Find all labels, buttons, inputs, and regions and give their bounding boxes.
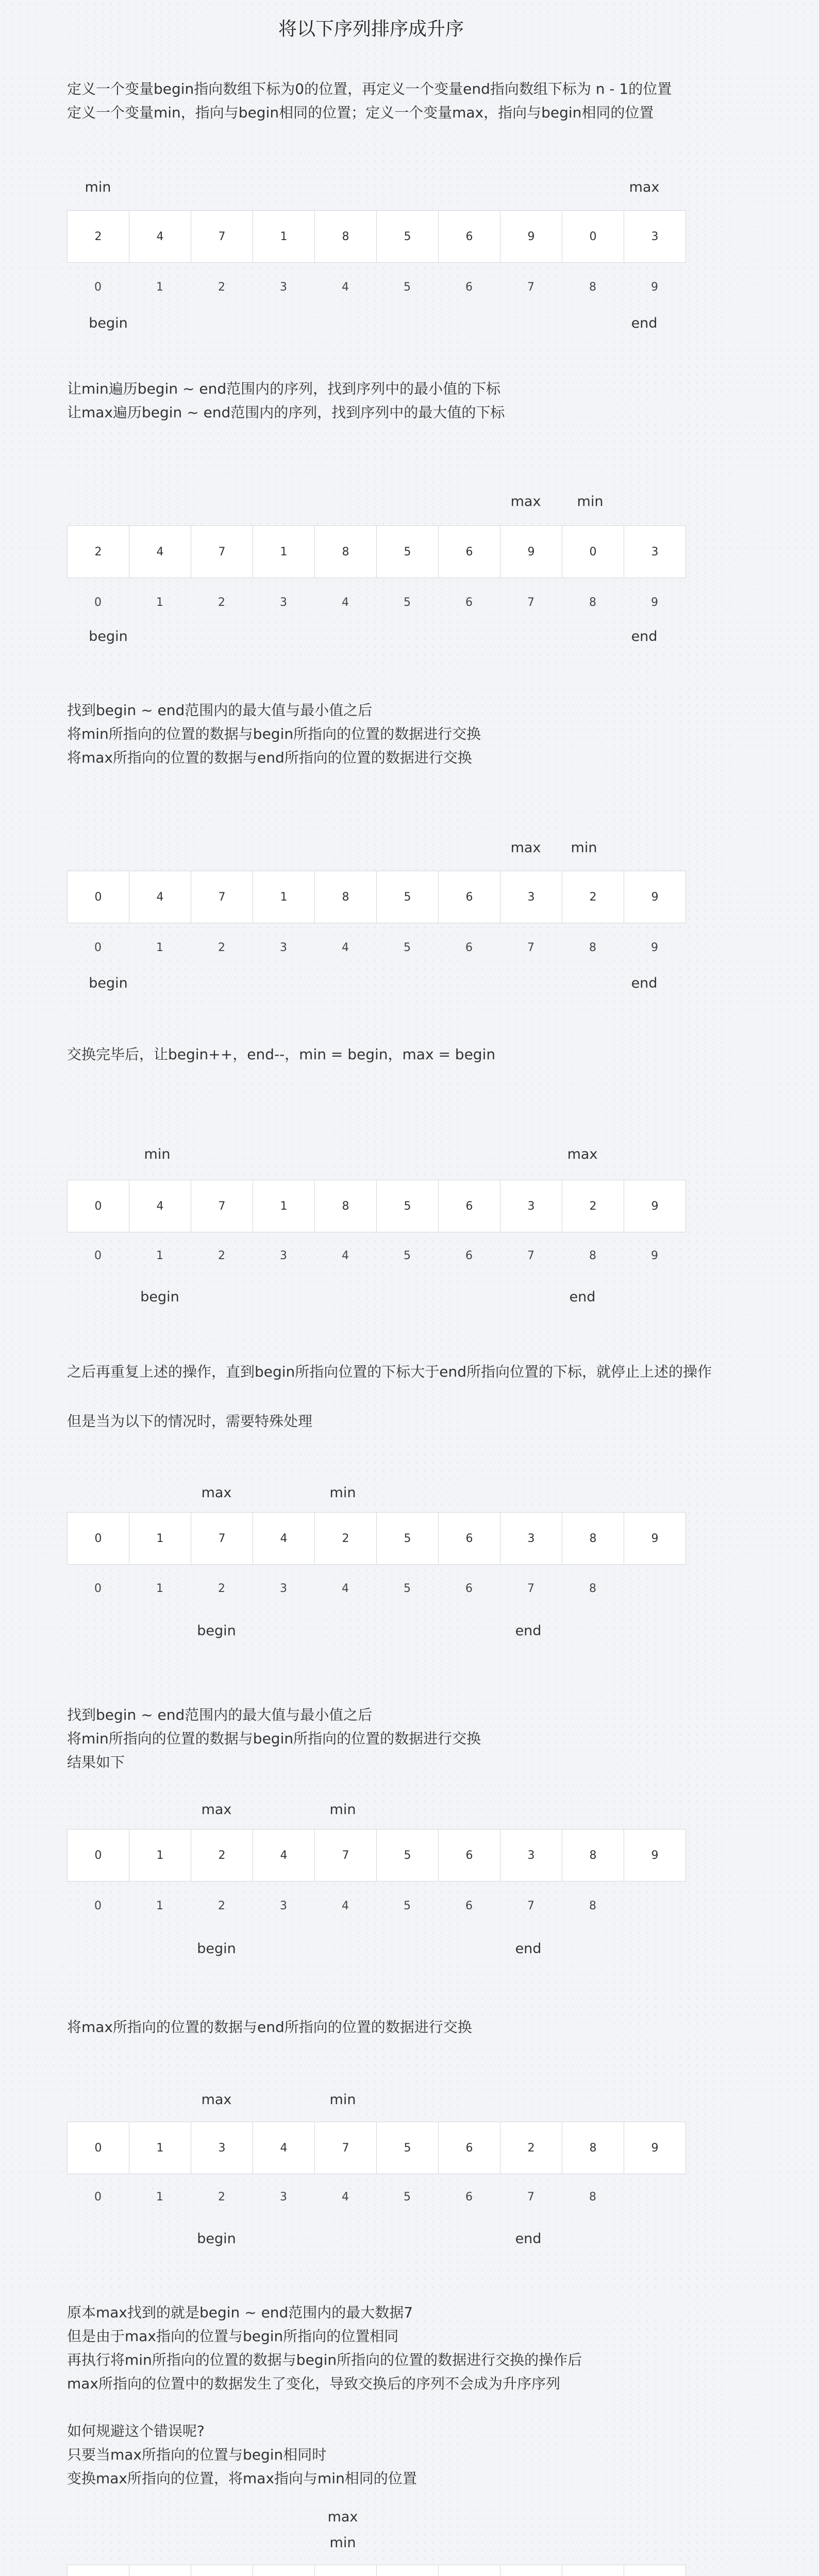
array-cell: 6 [439,526,500,578]
text-explain-1: 原本max找到的就是begin ~ end范围内的最大数据7 [67,2304,413,2321]
min-label: min [144,1146,171,1162]
array-index: 8 [589,1582,596,1595]
array-step-5 [67,1512,686,1565]
array-cell [500,2565,562,2576]
array-cell: 3 [500,1829,562,1881]
max-label: max [510,494,541,510]
array-index: 3 [280,281,287,294]
array-index: 8 [589,1249,596,1262]
array-cell: 4 [129,211,191,262]
array-index: 0 [94,1582,102,1595]
index-row-6 [67,1900,624,1912]
min-label: min [85,179,111,195]
array-cell: 9 [500,526,562,578]
array-cell: 9 [651,1849,659,1862]
index-row-5 [67,1582,624,1595]
array-cell [624,2565,686,2576]
text-special-case: 但是当为以下的情况时，需要特殊处理 [67,1413,313,1430]
array-index: 1 [156,281,163,294]
array-cell: 2 [68,526,129,578]
index-row-2 [67,596,686,609]
array-index: 3 [280,596,287,609]
array-index: 5 [404,1249,411,1262]
array-cell: 8 [562,1513,624,1564]
array-cell: 3 [651,545,659,558]
array-cell: 1 [253,526,315,578]
array-index: 2 [218,1582,225,1595]
text-define-min-max: 定义一个变量min，指向与begin相同的位置；定义一个变量max，指向与begin相同的位置 [67,104,654,121]
text-question: 如何规避这个错误呢? [67,2422,205,2439]
begin-label: begin [140,1289,179,1305]
array-cell: 2 [562,871,624,923]
array-cell: 5 [377,211,439,262]
array-index: 7 [527,941,534,954]
array-cell: 7 [191,1513,253,1564]
array-index: 0 [94,2191,102,2204]
text-define-begin-end: 定义一个变量begin指向数组下标为0的位置，再定义一个变量end指向数组下标为 n - 1的位置 [67,80,672,97]
array-index: 2 [218,941,225,954]
array-cell: 4 [129,871,191,923]
array-cell: 9 [500,211,562,262]
max-label: max [327,2509,358,2525]
array-index: 7 [527,596,534,609]
array-cell: 3 [191,2122,253,2174]
array-index: 0 [94,941,102,954]
begin-label: begin [89,975,128,991]
array-cell: 0 [562,211,624,262]
array-cell: 1 [253,1180,315,1232]
array-cell: 3 [651,230,659,243]
array-index: 6 [465,281,473,294]
array-cell: 9 [651,2141,659,2155]
min-label: min [329,1485,356,1501]
array-cell: 9 [651,1532,659,1545]
begin-label: begin [197,1941,236,1957]
array-cell: 8 [315,211,377,262]
array-index: 3 [280,1249,287,1262]
array-cell: 5 [377,1829,439,1881]
index-row-1 [67,281,686,294]
array-step-4 [67,1180,686,1232]
array-step-6 [67,1829,686,1882]
array-cell: 0 [68,1829,129,1881]
index-row-4 [67,1249,686,1262]
array-index: 6 [465,1582,473,1595]
array-cell [68,2565,129,2576]
min-label: min [329,1802,356,1818]
array-index: 9 [651,941,658,954]
array-cell: 0 [68,871,129,923]
array-index: 6 [465,2191,473,2204]
end-label: end [515,1941,542,1957]
array-cell: 2 [562,1180,624,1232]
array-index: 6 [465,1900,473,1912]
array-cell: 4 [253,1513,315,1564]
array-cell: 7 [191,1180,253,1232]
array-cell: 5 [377,1180,439,1232]
array-cell: 8 [315,871,377,923]
end-label: end [515,1623,542,1639]
text-found-max-min-2: 找到begin ~ end范围内的最大值与最小值之后 [67,1706,373,1723]
begin-label: begin [89,315,128,331]
text-fix-2: 变换max所指向的位置，将max指向与min相同的位置 [67,2470,417,2487]
array-index: 7 [527,2191,534,2204]
array-index: 9 [651,596,658,609]
array-step-1 [67,210,686,263]
array-index: 0 [94,1249,102,1262]
begin-label: begin [197,2231,236,2247]
array-cell: 2 [500,2122,562,2174]
array-index: 2 [218,1249,225,1262]
array-index: 2 [218,1900,225,1912]
array-index: 5 [404,1900,411,1912]
array-cell: 5 [377,1513,439,1564]
array-index: 1 [156,1249,163,1262]
end-label: end [515,2231,542,2247]
array-cell: 1 [129,2122,191,2174]
index-row-3 [67,941,686,954]
end-label: end [631,975,658,991]
min-label: min [577,494,604,510]
max-label: max [629,179,660,195]
min-label: min [329,2535,356,2551]
array-cell: 6 [439,871,500,923]
array-cell: 0 [562,526,624,578]
array-cell [129,2565,191,2576]
begin-label: begin [197,1623,236,1639]
array-cell: 1 [253,871,315,923]
array-index: 5 [404,596,411,609]
array-cell: 8 [315,1180,377,1232]
array-index: 0 [94,596,102,609]
page-title: 将以下序列排序成升序 [278,19,464,40]
text-min-traverse: 让min遍历begin ~ end范围内的序列，找到序列中的最小值的下标 [67,380,501,397]
array-cell: 7 [191,871,253,923]
array-index: 4 [342,2191,349,2204]
array-cell [439,2565,500,2576]
max-label: max [510,840,541,856]
array-index: 7 [527,1582,534,1595]
text-after-swap: 交换完毕后，让begin++，end--，min = begin，max = begin [67,1046,496,1063]
array-index: 4 [342,596,349,609]
array-index: 9 [651,1249,658,1262]
end-label: end [569,1289,596,1305]
text-explain-4: max所指向的位置中的数据发生了变化，导致交换后的序列不会成为升序序列 [67,2375,561,2392]
array-index: 5 [404,1582,411,1595]
array-cell [315,2565,377,2576]
array-step-7 [67,2122,686,2174]
array-index: 4 [342,941,349,954]
array-index: 9 [651,281,658,294]
text-repeat: 之后再重复上述的操作，直到begin所指向位置的下标大于end所指向位置的下标，就停止上述的操作 [67,1363,712,1380]
array-cell: 2 [191,1829,253,1881]
array-index: 8 [589,941,596,954]
array-index: 1 [156,596,163,609]
array-cell: 2 [68,211,129,262]
text-swap-max-end: 将max所指向的位置的数据与end所指向的位置的数据进行交换 [67,749,472,766]
index-row-7 [67,2191,624,2204]
array-cell: 8 [315,526,377,578]
array-cell: 3 [500,1513,562,1564]
array-index: 1 [156,1582,163,1595]
array-index: 8 [589,2191,596,2204]
array-index: 7 [527,281,534,294]
array-cell: 6 [439,1513,500,1564]
array-index: 4 [342,1249,349,1262]
text-swap-min-begin-2: 将min所指向的位置的数据与begin所指向的位置的数据进行交换 [67,1730,481,1747]
array-step-8 [67,2565,686,2576]
text-result: 结果如下 [67,1754,125,1771]
text-found-max-min: 找到begin ~ end范围内的最大值与最小值之后 [67,702,373,719]
array-index: 1 [156,2191,163,2204]
text-explain-3: 再执行将min所指向的位置的数据与begin所指向的位置的数据进行交换的操作后 [67,2351,582,2368]
max-label: max [567,1146,598,1162]
array-cell: 8 [562,2122,624,2174]
array-step-2 [67,526,686,578]
array-cell: 0 [68,1513,129,1564]
array-cell: 2 [315,1513,377,1564]
array-cell: 3 [500,871,562,923]
begin-label: begin [89,629,128,645]
array-index: 8 [589,281,596,294]
array-cell: 7 [191,526,253,578]
min-label: min [571,840,597,856]
array-cell: 5 [377,2122,439,2174]
array-index: 2 [218,281,225,294]
array-cell: 4 [253,1829,315,1881]
max-label: max [201,1802,232,1818]
array-cell: 1 [129,1829,191,1881]
array-index: 5 [404,941,411,954]
array-index: 0 [94,1900,102,1912]
array-cell: 6 [439,1829,500,1881]
max-label: max [201,2092,232,2108]
array-cell [191,2565,253,2576]
array-index: 4 [342,1900,349,1912]
array-cell [562,2565,624,2576]
array-cell: 0 [68,2122,129,2174]
array-index: 1 [156,1900,163,1912]
end-label: end [631,315,658,331]
array-index: 4 [342,1582,349,1595]
array-index: 8 [589,596,596,609]
array-index: 5 [404,2191,411,2204]
array-cell: 5 [377,526,439,578]
array-cell: 4 [129,526,191,578]
array-cell: 9 [651,890,659,904]
array-cell: 4 [129,1180,191,1232]
array-index: 6 [465,941,473,954]
text-swap-max-end-2: 将max所指向的位置的数据与end所指向的位置的数据进行交换 [67,2019,472,2036]
array-index: 3 [280,2191,287,2204]
array-cell: 7 [315,1829,377,1881]
array-index: 3 [280,1900,287,1912]
array-cell: 6 [439,2122,500,2174]
array-index: 7 [527,1900,534,1912]
array-cell: 9 [651,1199,659,1213]
text-fix-1: 只要当max所指向的位置与begin相同时 [67,2446,327,2463]
array-index: 5 [404,281,411,294]
array-index: 3 [280,1582,287,1595]
array-index: 8 [589,1900,596,1912]
min-label: min [329,2092,356,2108]
array-step-3 [67,871,686,923]
array-cell: 6 [439,211,500,262]
array-cell: 8 [562,1829,624,1881]
array-cell: 7 [315,2122,377,2174]
array-cell: 0 [68,1180,129,1232]
end-label: end [631,629,658,645]
array-index: 1 [156,941,163,954]
array-index: 0 [94,281,102,294]
array-index: 4 [342,281,349,294]
array-cell [253,2565,315,2576]
array-index: 6 [465,596,473,609]
array-index: 2 [218,596,225,609]
text-swap-min-begin: 将min所指向的位置的数据与begin所指向的位置的数据进行交换 [67,725,481,742]
array-index: 2 [218,2191,225,2204]
text-max-traverse: 让max遍历begin ~ end范围内的序列，找到序列中的最大值的下标 [67,404,505,421]
text-explain-2: 但是由于max指向的位置与begin所指向的位置相同 [67,2328,399,2345]
array-cell: 1 [253,211,315,262]
array-cell: 1 [129,1513,191,1564]
array-cell: 4 [253,2122,315,2174]
array-cell: 3 [500,1180,562,1232]
array-index: 6 [465,1249,473,1262]
array-cell [377,2565,439,2576]
array-cell: 7 [191,211,253,262]
max-label: max [201,1485,232,1501]
array-index: 3 [280,941,287,954]
array-index: 7 [527,1249,534,1262]
array-cell: 5 [377,871,439,923]
array-cell: 6 [439,1180,500,1232]
